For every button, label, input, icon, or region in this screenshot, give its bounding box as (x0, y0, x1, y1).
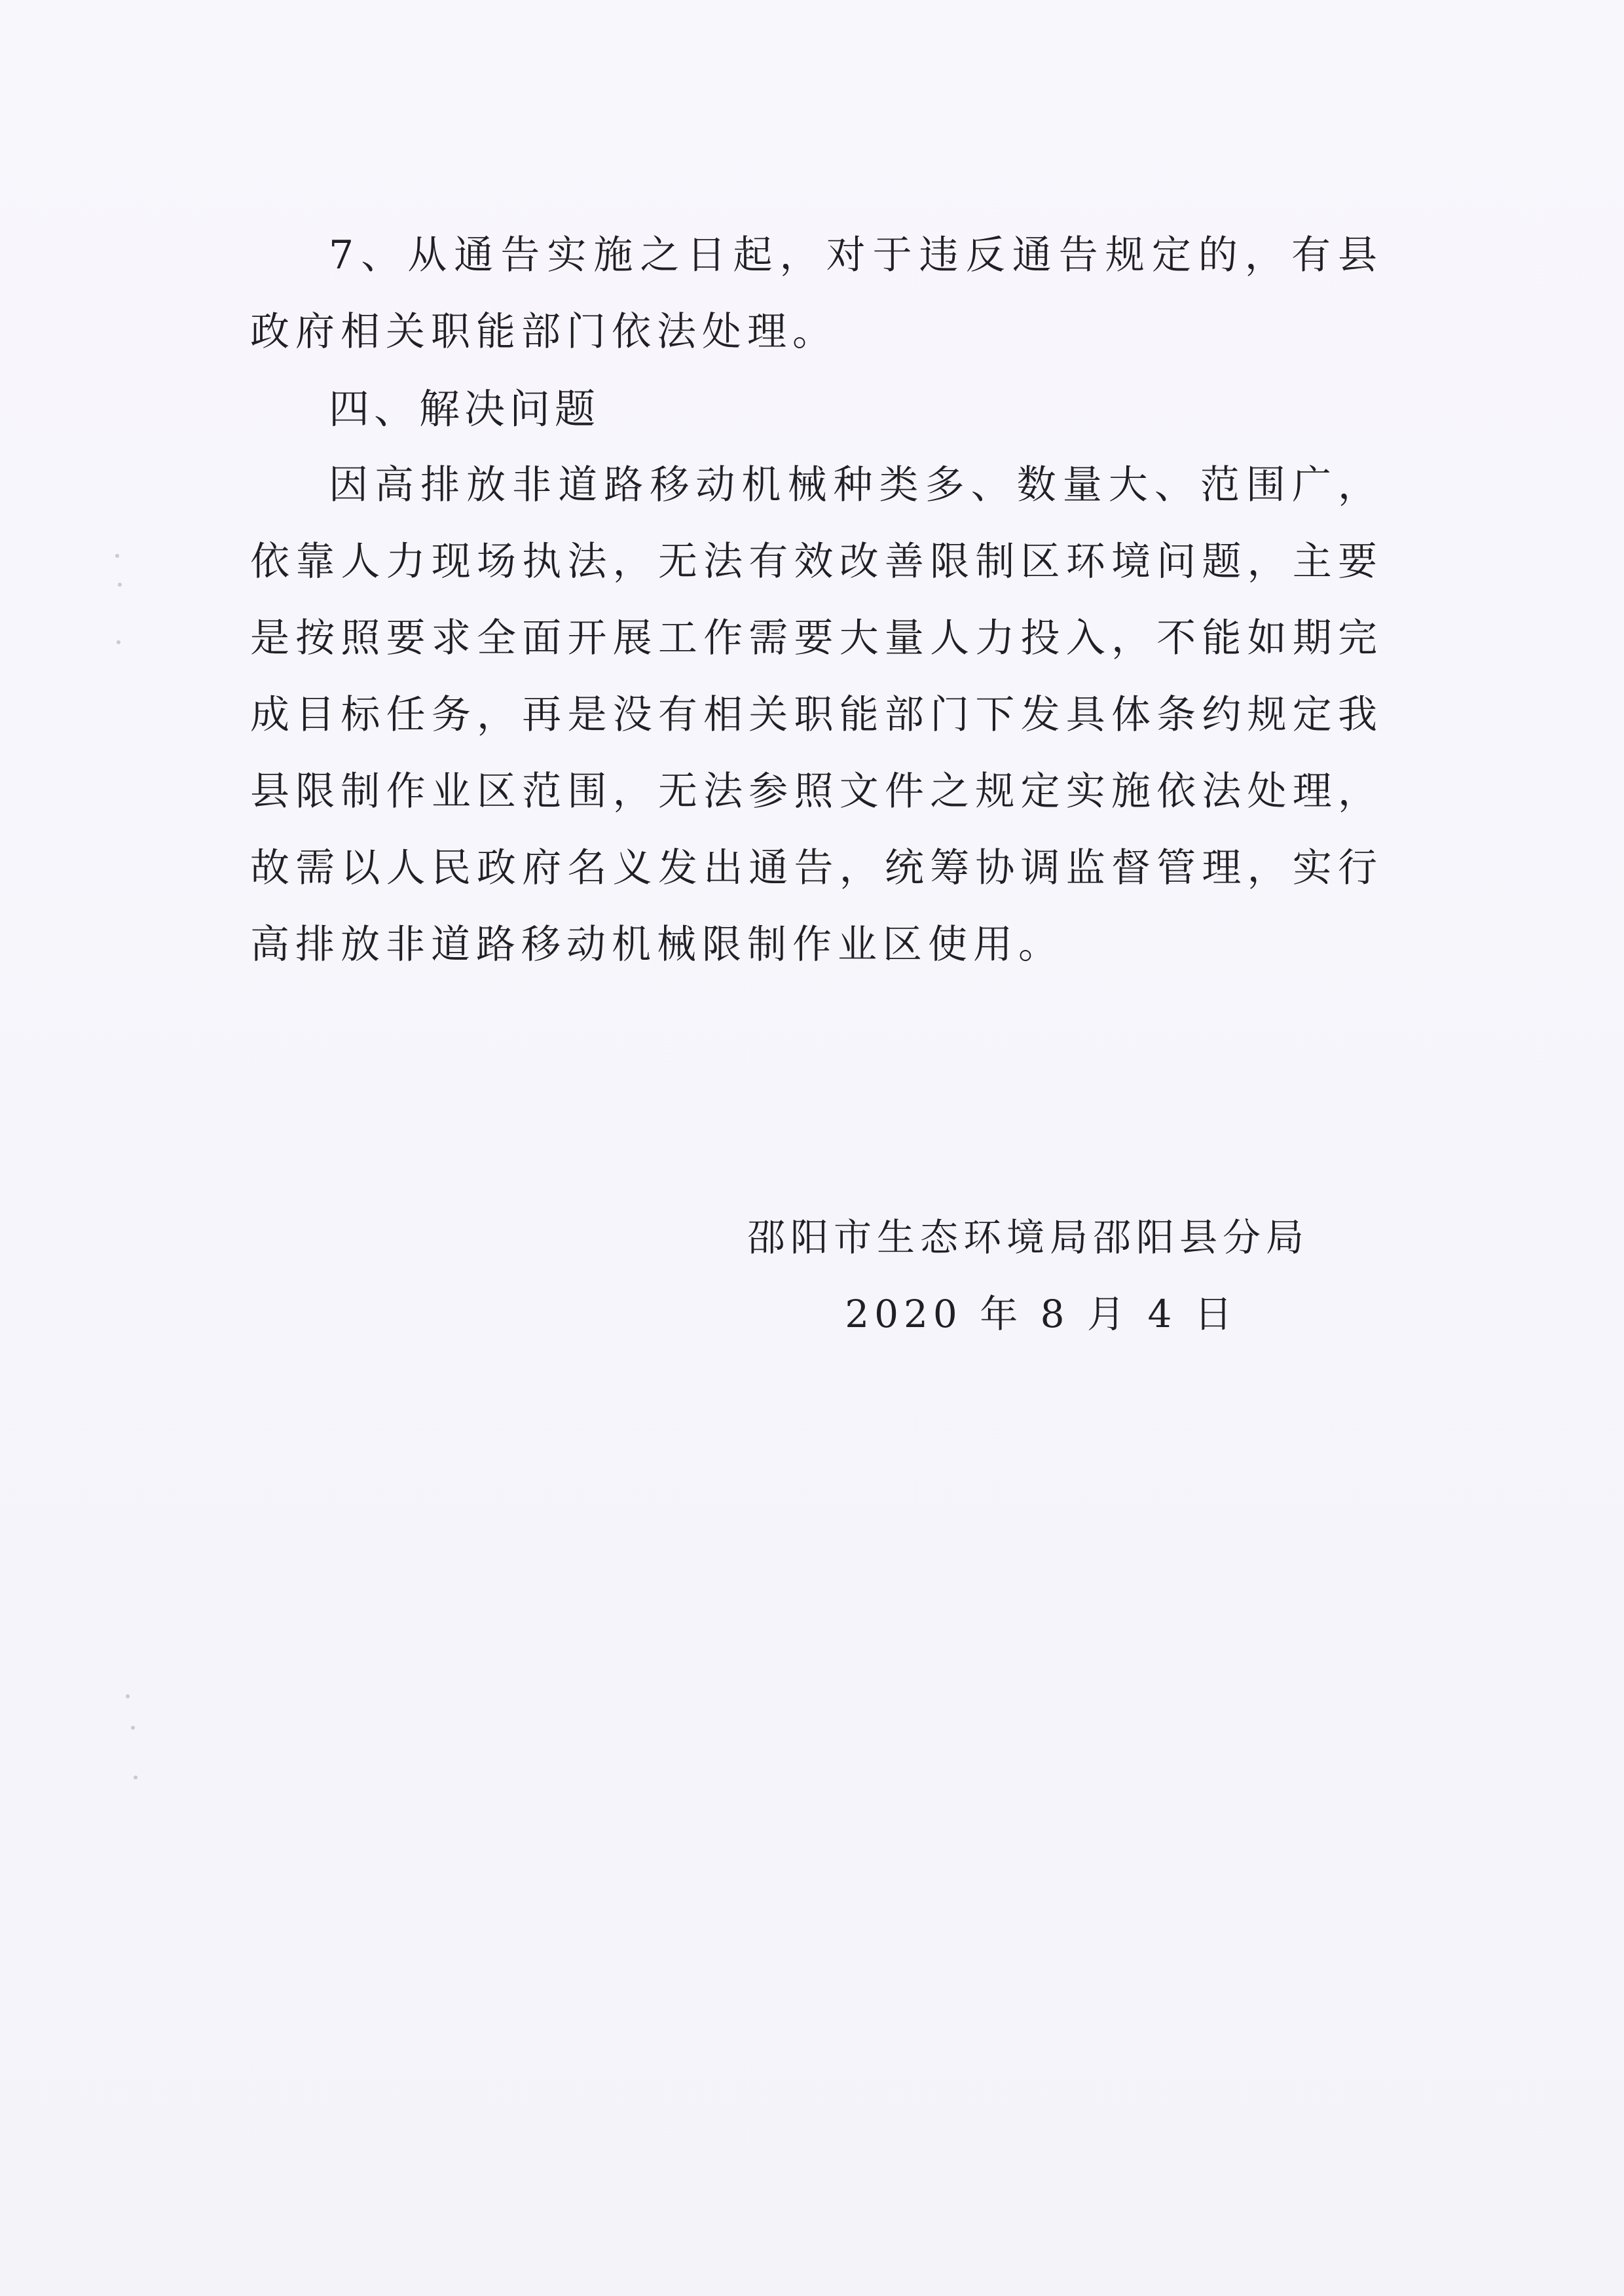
issue-date: 2020 年 8 月 4 日 (845, 1292, 1238, 1336)
paragraph-item-7: 7、从通告实施之日起，对于违反通告规定的，有县政府相关职能部门依法处理。 (250, 232, 1383, 355)
section-body-paragraph: 因高排放非道路移动机械种类多、数量大、范围广，依靠人力现场执法，无法有效改善限制区环境问题，主要是按照要求全面开展工作需要大量人力投入，不能如期完成目标任务，再是没有相关职能部门下发具体条约规定我县限制作业区范围，无法参照文件之规定实施依法处理，故需以人民政府名义发出通告，统筹协调监督管理，实行高排放非道路移动机械限制作业区使用。 (250, 462, 1383, 968)
binding-hole-mark (115, 554, 119, 558)
body-text (250, 217, 1383, 983)
binding-hole-mark (118, 583, 122, 587)
binding-hole-mark (134, 1776, 138, 1779)
binding-hole-mark (126, 1694, 130, 1698)
binding-hole-mark (117, 640, 120, 644)
issuing-organization: 邵阳市生态环境局邵阳县分局 (747, 1215, 1309, 1260)
signature-block (733, 1199, 1323, 1353)
section-heading: 四、解决问题 (329, 385, 600, 433)
binding-hole-mark (131, 1726, 135, 1730)
